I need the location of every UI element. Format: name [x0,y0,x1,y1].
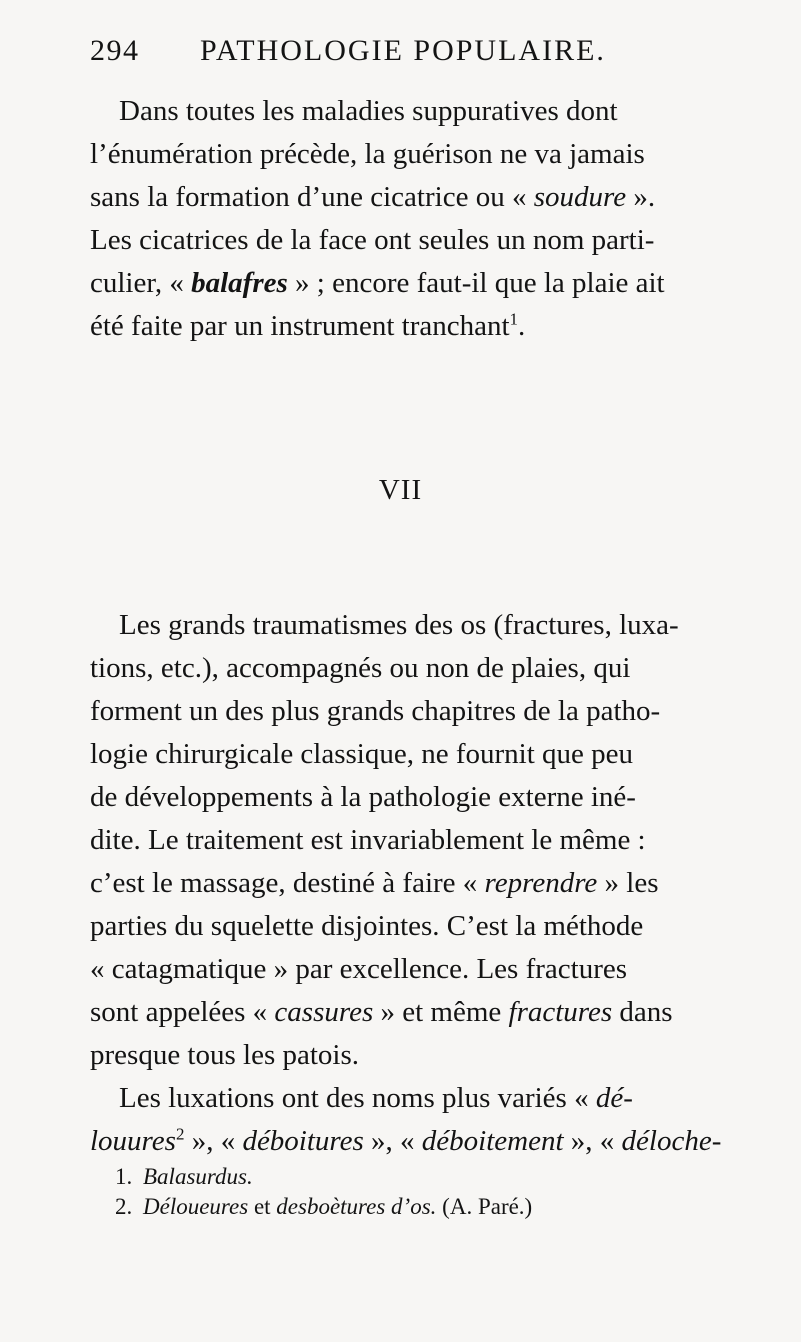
italic-term: louures [90,1125,176,1157]
text-line: parties du squelette disjointes. C’est la méthode [90,910,644,942]
text-line: dite. Le traitement est invariablement le même : [90,824,646,856]
footnotes [115,1162,715,1222]
page-number: 294 [90,34,140,67]
text-line: presque tous les patois. [90,1039,360,1071]
footnote-1: 1. Balasurdus. [115,1164,253,1189]
italic-term: déboitures [242,1125,364,1157]
italic-term: soudure [533,181,627,213]
footnote-ref: 1 [509,309,519,329]
section-number: VII [378,474,423,506]
text-line: l’énumération précède, la guérison ne va jamais [90,138,645,170]
text-line: sont appelées « cassures » et même fractures dans [90,996,673,1028]
italic-term: balafres [191,267,288,299]
text-line: sans la formation d’une cicatrice ou « soudure ». [90,181,656,213]
page-header [90,34,730,74]
italic-term: déboitement [421,1125,564,1157]
text-line: Dans toutes les maladies suppuratives dont [119,95,618,127]
footnote-ref: 2 [175,1124,185,1144]
running-title: PATHOLOGIE POPULAIRE. [200,34,606,67]
paragraph-luxations [90,1077,730,1163]
italic-term: dé- [595,1082,633,1114]
paragraph-cicatrices [90,90,730,348]
text-line: de développements à la pathologie externe iné- [90,781,636,813]
text-line: culier, « balafres » ; encore faut-il que la plaie ait [90,267,665,299]
italic-term: cassures [274,996,374,1028]
text-line: tions, etc.), accompagnés ou non de plaies, qui [90,652,631,684]
paragraph-traumatismes [90,604,730,1077]
text-line: forment un des plus grands chapitres de la patho- [90,695,661,727]
italic-term: reprendre [484,867,598,899]
footnote-2: 2. Déloueures et desboètures d’os. (A. Paré.) [115,1194,533,1219]
text-line: Les luxations ont des noms plus variés « dé- [119,1082,633,1114]
text-line: « catagmatique » par excellence. Les fractures [90,953,628,985]
italic-term: déloche- [621,1125,722,1157]
text-line: c’est le massage, destiné à faire « reprendre » les [90,867,659,899]
italic-term: fractures [508,996,613,1028]
text-line: Les cicatrices de la face ont seules un nom parti- [90,224,655,256]
text-line: Les grands traumatismes des os (fractures, luxa- [119,609,679,641]
text-line: logie chirurgicale classique, ne fournit que peu [90,738,634,770]
text-line: été faite par un instrument tranchant$^1$. [90,309,526,342]
text-line: louures$^2$ », « déboitures », « déboitement », « déloche- [90,1124,722,1157]
